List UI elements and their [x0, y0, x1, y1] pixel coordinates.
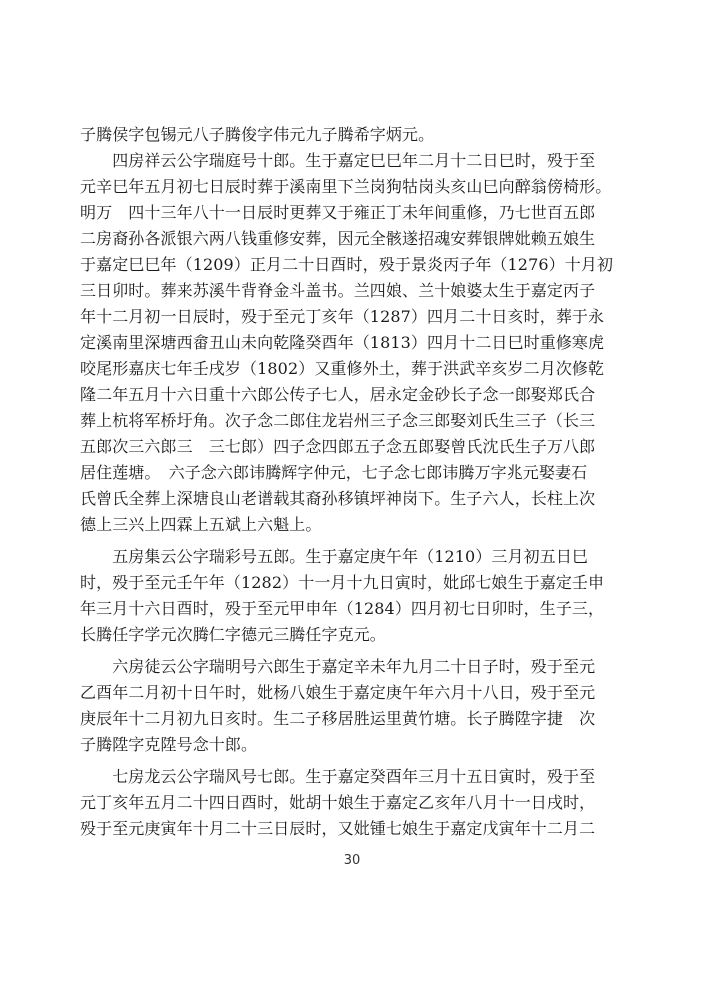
text-line: 明万 四十三年八十一日辰时更葬又于雍正丁未年间重修，乃七世百五郎 — [80, 203, 596, 222]
text-line: 定溪南里深塘西畲丑山未向乾隆癸酉年（1813）四月十二日巳时重修寒虎 — [80, 333, 605, 352]
text-line: 子腾侯字包锡元八子腾俊字伟元九子腾希字炳元。 — [80, 125, 435, 144]
text-line: 年十二月初一日辰时，殁于至元丁亥年（1287）四月二十日亥时，葬于永 — [80, 307, 605, 326]
text-line: 三日卯时。葬来苏溪牛背脊金斗盖书。兰四娘、兰十娘婆太生于嘉定丙子 — [80, 281, 596, 300]
text-line: 五房集云公字瑞彩号五郎。生于嘉定庚午年（1210）三月初五日巳 — [80, 547, 589, 566]
text-line: 年三月十六日酉时，殁于至元甲申年（1284）四月初七日卯时，生子三， — [80, 599, 605, 618]
text-line: 隆二年五月十六日重十六郎公传子七人，居永定金砂长子念一郎娶郑氏合 — [80, 385, 596, 404]
text-line: 元丁亥年五月二十四日酉时，妣胡十娘生于嘉定乙亥年八月十一日戌时， — [80, 793, 596, 812]
text-line: 庚辰年十二月初九日亥时。生二子移居胜运里黄竹塘。长子腾陞字捷 次 — [80, 709, 596, 728]
paragraph-2 — [80, 544, 632, 648]
text-line: 居住莲塘。 六子念六郎讳腾辉字仲元，七子念七郎讳腾万字兆元娶妻石 — [80, 463, 588, 482]
text-line: 时，殁于至元壬午年（1282）十一月十九日寅时，妣邱七娘生于嘉定壬申 — [80, 573, 605, 592]
text-line: 元辛巳年五月初七日辰时葬于溪南里下兰岗狗牯岗头亥山巳向醉翁傍椅形。 — [80, 177, 612, 196]
text-line: 葬上杭将军桥圩角。次子念二郎住龙岩州三子念三郎娶刘氏生三子（长三 — [80, 411, 596, 430]
body-text — [80, 122, 632, 842]
text-line: 殁于至元庚寅年十月二十三日辰时，又妣锺七娘生于嘉定戊寅年十二月二 — [80, 819, 596, 838]
text-line: 咬尾形嘉庆七年壬戌岁（1802）又重修外土，葬于洪武辛亥岁二月次修乾 — [80, 359, 605, 378]
page-number: 30 — [343, 853, 361, 868]
text-line: 于嘉定巳巳年（1209）正月二十日酉时，殁于景炎丙子年（1276）十月初 — [80, 255, 614, 274]
paragraph-3 — [80, 654, 632, 758]
text-line: 五郎次三六郎三 三七郎）四子念四郎五子念五郎娶曾氏沈氏生子万八郎 — [80, 437, 596, 456]
text-line: 德上三兴上四霖上五斌上六魁上。 — [80, 515, 322, 534]
text-line: 四房祥云公字瑞庭号十郎。生于嘉定巳巳年二月十二日巳时，殁于至 — [80, 151, 596, 170]
text-line: 乙酉年二月初十日午时，妣杨八娘生于嘉定庚午年六月十八日，殁于至元 — [80, 683, 596, 702]
text-line: 长腾任字学元次腾仁字德元三腾任字克元。 — [80, 625, 386, 644]
text-line: 六房徒云公字瑞明号六郎生于嘉定辛未年九月二十日子时，殁于至元 — [80, 657, 596, 676]
text-line: 子腾陞字克陞号念十郎。 — [80, 735, 258, 754]
paragraph-4 — [80, 764, 632, 842]
text-line: 七房龙云公字瑞风号七郎。生于嘉定癸酉年三月十五日寅时，殁于至 — [80, 767, 596, 786]
text-line: 氏曾氏全葬上深塘良山老谱载其裔孙移镇坪神岗下。生子六人，长柱上次 — [80, 489, 596, 508]
paragraph-1 — [80, 122, 632, 538]
text-line: 二房裔孙各派银六两八钱重修安葬，因元全骸遂招魂安葬银牌妣赖五娘生 — [80, 229, 596, 248]
